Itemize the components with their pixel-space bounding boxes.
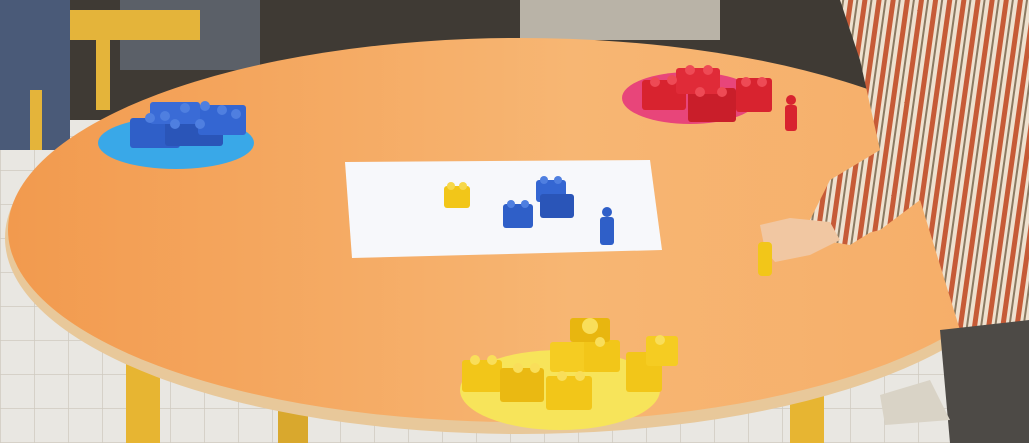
paper-blue-brick-small	[503, 200, 533, 228]
red-minifigure	[785, 95, 797, 131]
paper-sheet-group	[345, 160, 662, 258]
background-light	[520, 0, 720, 40]
paper-blue-minifigure	[600, 207, 614, 245]
chair-leg	[30, 90, 42, 150]
child-leg	[940, 320, 1029, 443]
held-yellow-minifigure	[758, 242, 772, 276]
